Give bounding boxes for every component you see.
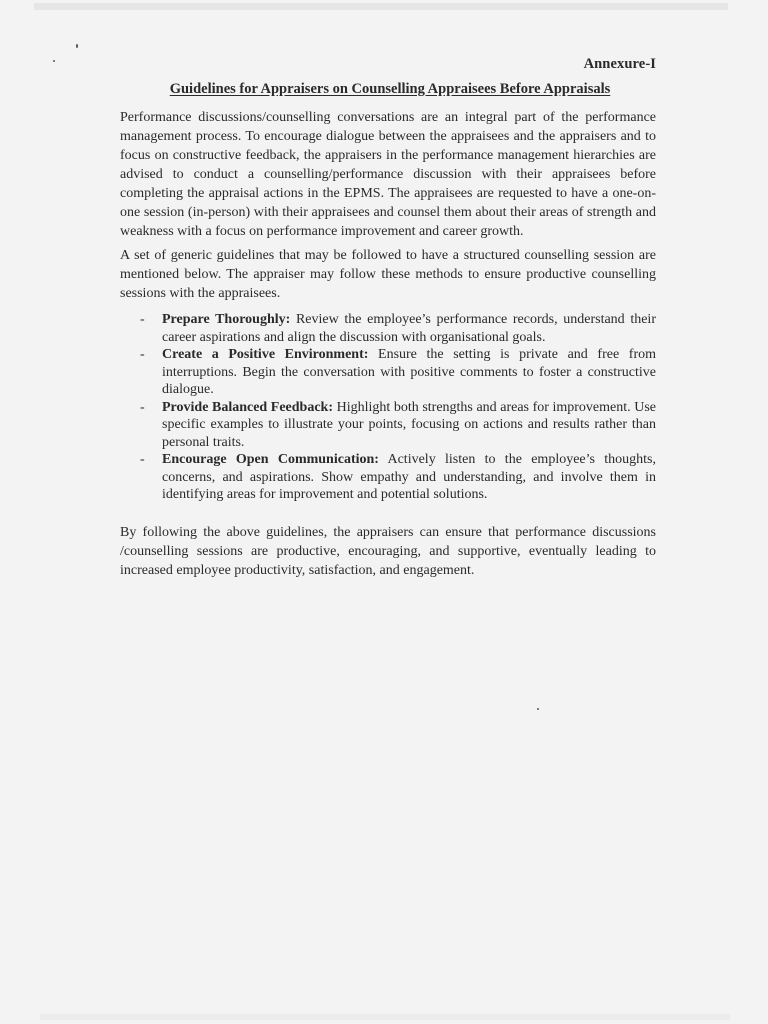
scan-speck [53,60,55,62]
guideline-text: Actively listen to the employee’s thoughts, concerns, and aspirations. Show empathy and understanding, and involve them in identifying areas for improvement and potential solutions. [162,452,657,502]
guideline-title: Prepare Thoroughly: [162,312,291,327]
guideline-item [140,311,656,346]
scan-speck [76,44,78,48]
guidelines-intro-paragraph: A set of generic guidelines that may be followed to have a structured counselling session are mentioned below. The appraiser may follow these methods to ensure productive counselling sessions with the appraisees. [120,248,656,301]
guideline-title: Provide Balanced Feedback: [162,399,334,415]
guideline-text: Ensure the setting is private and free from interruptions. Begin the conversation with positive comments to foster a constructive dialogue. [162,347,656,397]
bullet-marker: - [140,399,145,415]
guideline-item [140,451,656,504]
guideline-text: Review the employee’s performance records, understand their career aspirations and align the discussion with organisational goals. [162,312,656,345]
scan-speck [537,708,539,710]
guideline-item [140,346,656,399]
bullet-marker: - [140,312,145,327]
intro-paragraph: Performance discussions/counselling conversations are an integral part of the performance management process. To encourage dialogue between the appraisees and the appraisers and to focus on constructive feedback, the appraisers in the performance management hierarchies are advised to conduct a counselling/performance discussion with their appraisees before completing the appraisal actions in the EPMS. The appraisees are requested to have a one-on-one session (in-person) with their appraisees and counsel them about their areas of strength and weakness with a focus on performance improvement and career growth. [120,110,656,239]
guideline-title: Encourage Open Communication: [162,452,379,467]
guidelines-list [140,311,656,504]
guideline-item [140,399,656,452]
bullet-marker: - [140,452,145,467]
guideline-title: Create a Positive Environment: [162,347,369,362]
guideline-text: Highlight both strengths and areas for improvement. Use specific examples to illustrate your points, focusing on actions and results rather than personal traits. [162,399,656,450]
document-title: Guidelines for Appraisers on Counselling Appraisees Before Appraisals [169,81,611,97]
annexure-label: Annexure-I [583,56,656,72]
bullet-marker: - [140,347,145,362]
closing-paragraph: By following the above guidelines, the appraisers can ensure that performance discussions /counselling sessions are productive, encouraging, and supportive, eventually leading to increased employee productivity, satisfaction, and engagement. [120,525,656,578]
